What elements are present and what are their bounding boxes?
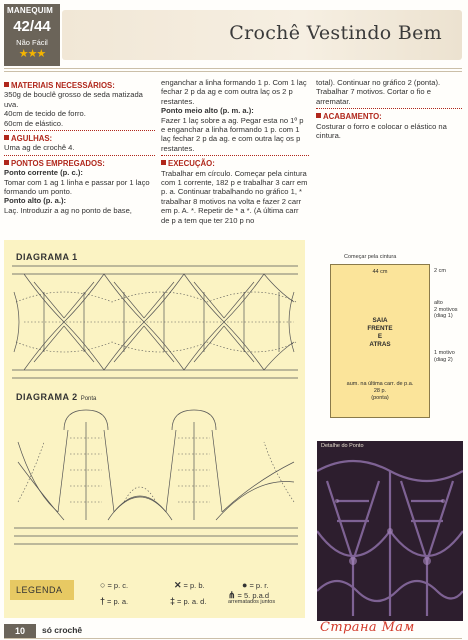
slip-stitch-symbol-icon: ● xyxy=(242,580,248,590)
skirt-right-top: 2 cm xyxy=(434,268,446,274)
skirt-bottom-label xyxy=(331,381,429,402)
materials-heading xyxy=(4,81,155,90)
legend-item-slip xyxy=(242,580,268,590)
difficulty-level: Não Fácil xyxy=(16,38,48,47)
legend-label: LEGENDA xyxy=(10,580,74,600)
chain-stitch-text: Tomar com 1 ag 1 linha e passar por 1 laço formando um ponto. xyxy=(4,177,150,197)
stitch-detail-photo xyxy=(317,441,463,621)
materials-line-3: 60cm de elástico. xyxy=(4,118,64,128)
size-badge xyxy=(4,4,60,66)
single-crochet-symbol-icon: ✕ xyxy=(174,580,182,590)
skirt-right-mid-3: (diag 1) xyxy=(434,313,453,319)
bullet-square-icon xyxy=(4,135,9,140)
skirt-top-label: Começar pela cintura xyxy=(344,254,397,260)
finishing-title: ACABAMENTO: xyxy=(323,112,382,122)
diagram-2-subtitle: Ponta xyxy=(80,396,97,402)
double-crochet-text: Laç. Introduzir a ag no ponto de base, xyxy=(4,205,132,215)
execution-heading xyxy=(161,159,309,168)
half-double-title: Ponto meio alto (p. m. a.): xyxy=(161,106,254,116)
size-value: 42/44 xyxy=(13,18,51,35)
bullet-square-icon xyxy=(4,160,9,165)
title-band xyxy=(62,10,462,60)
skirt-schematic xyxy=(312,240,462,438)
half-double-text: Fazer 1 laç sobre a ag. Pegar esta no 1º p e enganchar a linha formando 1 p. com 1 laç fechar 2 p da ag. e com outra laç os p restantes. xyxy=(161,115,304,153)
footer-divider xyxy=(4,638,462,639)
stitches-heading xyxy=(4,159,155,168)
skirt-right-mid-1: alto xyxy=(434,300,443,306)
skirt-right-mid xyxy=(434,300,458,320)
stitch-continued-text: enganchar a linha formando 1 p. Com 1 laç fechar 2 p da ag e com outra laç os 2 p restantes. xyxy=(161,78,307,106)
column-1 xyxy=(4,78,155,215)
needles-heading xyxy=(4,134,155,143)
legend-item-single xyxy=(174,580,205,591)
skirt-center-line-4: ATRAS xyxy=(369,341,391,348)
magazine-brand: só crochê xyxy=(42,625,83,635)
execution-continued-text: total). Continuar no gráfico 2 (ponta). Trabalhar 7 motivos. Cortar o fio e arrematar. xyxy=(316,78,441,106)
legend-item-chain xyxy=(100,580,128,590)
finishing-text: Costurar o forro e colocar o elástico na cintura. xyxy=(316,121,447,141)
diagram-1-title: DIAGRAMA 1 xyxy=(16,252,78,262)
execution-title: EXECUÇÃO: xyxy=(168,159,215,169)
header-divider xyxy=(4,68,462,72)
skirt-right-bot-1: 1 motivo xyxy=(434,350,455,356)
diagram-2-title-text: DIAGRAMA 2 xyxy=(16,392,78,402)
site-watermark: Страна Мам xyxy=(320,620,415,635)
skirt-center-label xyxy=(331,317,429,349)
legend-text-dc-dbl: = p. a. d. xyxy=(177,597,207,606)
legend-text-slip: = p. r. xyxy=(249,581,269,590)
section-rule xyxy=(161,155,309,156)
legend-text-dc: = p. a. xyxy=(107,597,129,606)
size-label: MANEQUIM xyxy=(7,6,54,15)
skirt-center-line-3: E xyxy=(377,333,383,340)
section-rule xyxy=(316,108,462,109)
legend-item-dc-dbl xyxy=(170,596,206,606)
chain-symbol-icon: ○ xyxy=(100,580,106,590)
photo-label: Detalhe do Ponto xyxy=(321,443,364,449)
legend-text-cluster: = 5. p.a.d xyxy=(237,591,270,600)
crochet-chart-2 xyxy=(4,402,305,566)
double-crochet-symbol-icon: † xyxy=(100,596,106,606)
diagram-2-title xyxy=(16,392,96,402)
bullet-square-icon xyxy=(4,82,9,87)
skirt-bottom-line-2: 28 p. xyxy=(373,388,387,394)
materials-line-1: 350g de bouclê grosso de seda matizada uva. xyxy=(4,90,143,109)
stitches-title: PONTOS EMPREGADOS: xyxy=(11,158,105,168)
column-2 xyxy=(161,78,309,225)
skirt-center-line-1: SAIA xyxy=(372,317,388,324)
skirt-right-bottom xyxy=(434,350,455,363)
skirt-width: 44 cm xyxy=(372,269,388,275)
skirt-center-line-2: FRENTE xyxy=(367,325,393,332)
skirt-right-mid-2: 2 motivos xyxy=(434,306,458,313)
materials-line-2: 40cm de tecido de forro. xyxy=(4,109,86,119)
double-crochet-title: Ponto alto (p. a.): xyxy=(4,196,67,206)
column-3 xyxy=(316,78,462,140)
legend-text-chain: = p. c. xyxy=(107,581,129,590)
double-dc-symbol-icon: ‡ xyxy=(170,596,176,606)
finishing-heading xyxy=(316,112,462,121)
page-title: Crochê Vestindo Bem xyxy=(229,22,442,44)
lace-photo-art xyxy=(317,441,463,621)
section-rule xyxy=(4,130,155,131)
bullet-square-icon xyxy=(316,113,321,118)
needles-title: AGULHAS: xyxy=(11,134,53,144)
crochet-chart-1 xyxy=(4,262,305,382)
skirt-bottom-line-3: (ponta) xyxy=(371,395,389,401)
execution-text: Trabalhar em círculo. Começar pela cintura com 1 corrente, 182 p e trabalhar 3 carr em p. a. Continuar trabalhando no gráfico 1, * trabalhar 8 motivos na volta e fazer 2 carr em p. A. *. Repetir de * a *. (A última carr de p a tem que ter 210 p no xyxy=(161,168,308,225)
materials-title: MATERIAIS NECESSÁRIOS: xyxy=(11,81,115,90)
section-rule xyxy=(4,155,155,156)
difficulty-stars: ★★★ xyxy=(18,48,46,60)
skirt-bottom-line-1: aum. na última carr. de p.a. xyxy=(346,381,414,387)
legend-note: arrematados juntos xyxy=(228,599,276,605)
legend xyxy=(4,572,305,614)
cluster-symbol-icon: ⋔ xyxy=(228,590,236,600)
legend-text-single: = p. b. xyxy=(183,581,205,590)
diagrams-panel xyxy=(4,240,305,618)
chain-stitch-title: Ponto corrente (p. c.): xyxy=(4,168,83,178)
skirt-right-bot-2: (diag 2) xyxy=(434,356,453,363)
legend-item-dc xyxy=(100,596,128,606)
skirt-shape xyxy=(330,264,430,418)
page-number: 10 xyxy=(4,624,36,638)
bullet-square-icon xyxy=(161,160,166,165)
needles-text: Uma ag de crochê 4. xyxy=(4,143,75,153)
